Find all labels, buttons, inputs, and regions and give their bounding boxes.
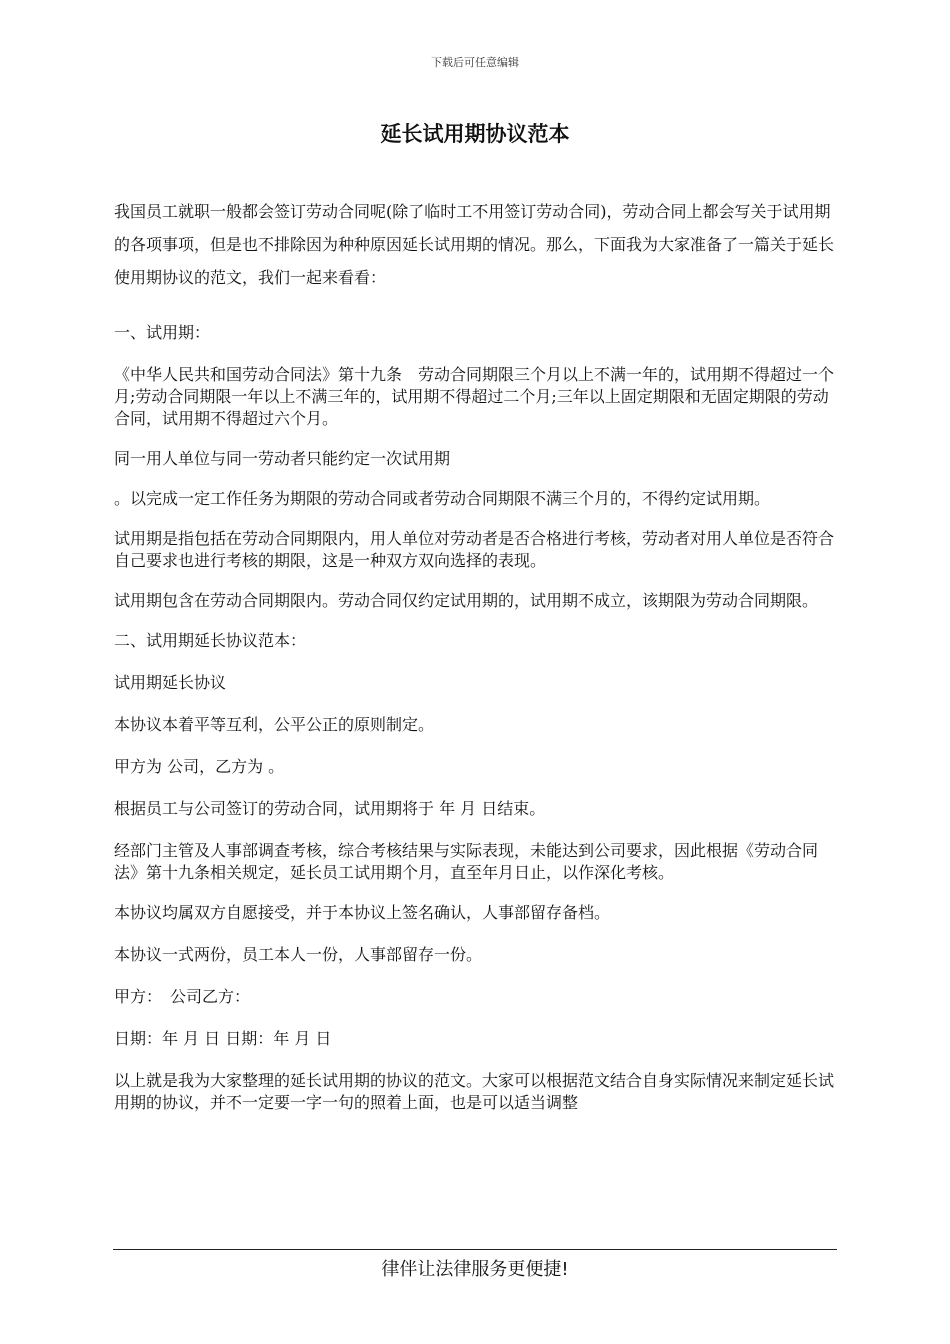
signature-line: 甲方： 公司乙方： bbox=[114, 987, 251, 1006]
agreement-parties: 甲方为 公司，乙方为 。 bbox=[114, 757, 285, 776]
agreement-end-date: 根据员工与公司签订的劳动合同，试用期将于 年 月 日结束。 bbox=[114, 799, 546, 818]
agreement-title: 试用期延长协议 bbox=[114, 673, 227, 692]
footer-divider bbox=[113, 1249, 837, 1250]
agreement-consent: 本协议均属双方自愿接受，并于本协议上签名确认，人事部留存备档。 bbox=[114, 903, 611, 922]
agreement-copies: 本协议一式两份，员工本人一份，人事部留存一份。 bbox=[114, 945, 483, 964]
agreement-extension: 经部门主管及人事部调查考核，综合考核结果与实际表现，未能达到公司要求，因此根据《劳动合同法》第十九条相关规定，延长员工试用期个月，直至年月日止，以作深化考核。 bbox=[114, 841, 819, 882]
agreement-principle: 本协议本着平等互利，公平公正的原则制定。 bbox=[114, 715, 435, 734]
section-heading-1: 一、试用期： bbox=[114, 323, 211, 342]
document-body bbox=[114, 195, 836, 1132]
paragraph-single-probation: 同一用人单位与同一劳动者只能约定一次试用期 bbox=[114, 449, 451, 468]
paragraph-task-contract: 。以完成一定工作任务为期限的劳动合同或者劳动合同期限不满三个月的，不得约定试用期。 bbox=[114, 489, 771, 508]
header-note: 下载后可任意编辑 bbox=[431, 56, 519, 69]
paragraph-probation-definition: 试用期是指包括在劳动合同期限内，用人单位对劳动者是否合格进行考核，劳动者对用人单位是否符合自己要求也进行考核的期限，这是一种双方双向选择的表现。 bbox=[114, 529, 835, 570]
paragraph-probation-included: 试用期包含在劳动合同期限内。劳动合同仅约定试用期的，试用期不成立，该期限为劳动合同期限。 bbox=[114, 591, 819, 610]
paragraph-law-article: 《中华人民共和国劳动合同法》第十九条 劳动合同期限三个月以上不满一年的，试用期不得超过一个月;劳动合同期限一年以上不满三年的，试用期不得超过二个月;三年以上固定期限和无固定期限的劳动合同，试用期不得超过六个月。 bbox=[114, 365, 835, 428]
document-title: 延长试用期协议范本 bbox=[380, 122, 570, 146]
footer-slogan: 律伴让法律服务更便捷! bbox=[381, 1259, 569, 1280]
closing-paragraph: 以上就是我为大家整理的延长试用期的协议的范文。大家可以根据范文结合自身实际情况来制定延长试用期的协议，并不一定要一字一句的照着上面，也是可以适当调整 bbox=[114, 1071, 835, 1112]
section-heading-2: 二、试用期延长协议范本： bbox=[114, 631, 307, 650]
date-line: 日期：年 月 日 日期：年 月 日 bbox=[114, 1029, 332, 1048]
intro-paragraph: 我国员工就职一般都会签订劳动合同呢(除了临时工不用签订劳动合同)，劳动合同上都会写关于试用期的各项事项，但是也不排除因为种种原因延长试用期的情况。那么，下面我为大家准备了一篇关于延长使用期协议的范文，我们一起来看看： bbox=[114, 202, 835, 287]
